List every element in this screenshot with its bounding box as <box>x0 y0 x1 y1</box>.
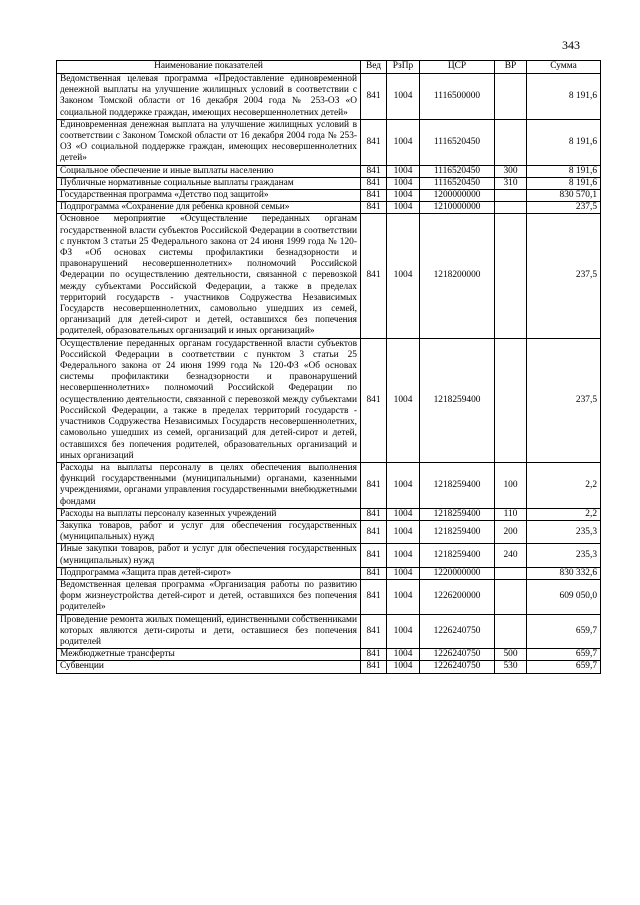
budget-table <box>56 60 601 674</box>
cell-csr: 1200000000 <box>420 190 495 202</box>
header-rzpr: РзПр <box>387 61 420 74</box>
cell-csr: 1226240750 <box>420 614 495 649</box>
table-header-row <box>57 61 601 74</box>
header-sum: Сумма <box>527 61 601 74</box>
cell-name: Закупка товаров, работ и услуг для обеспечения государственных (муниципальных) нужд <box>57 520 361 543</box>
table-row <box>57 202 601 214</box>
cell-sum: 8 191,6 <box>527 177 601 189</box>
cell-csr: 1218259400 <box>420 338 495 462</box>
cell-sum: 8 191,6 <box>527 119 601 165</box>
cell-name: Проведение ремонта жилых помещений, единственными собственниками которых являются дети-сироты и дети, оставшиеся без попечения родителей <box>57 614 361 649</box>
table-row <box>57 508 601 520</box>
cell-sum: 659,7 <box>527 649 601 661</box>
cell-ved: 841 <box>361 567 387 579</box>
cell-rzpr: 1004 <box>387 214 420 338</box>
cell-sum: 8 191,6 <box>527 74 601 120</box>
cell-ved: 841 <box>361 649 387 661</box>
cell-rzpr: 1004 <box>387 661 420 673</box>
cell-vr: 240 <box>495 544 527 567</box>
cell-csr: 1218200000 <box>420 214 495 338</box>
cell-sum: 2,2 <box>527 462 601 508</box>
cell-rzpr: 1004 <box>387 177 420 189</box>
cell-name: Иные закупки товаров, работ и услуг для обеспечения государственных (муниципальных) нужд <box>57 544 361 567</box>
cell-vr: 300 <box>495 165 527 177</box>
cell-vr <box>495 567 527 579</box>
table-row <box>57 544 601 567</box>
cell-rzpr: 1004 <box>387 614 420 649</box>
cell-name: Субвенции <box>57 661 361 673</box>
cell-sum: 235,3 <box>527 544 601 567</box>
table-row <box>57 649 601 661</box>
cell-sum: 609 050,0 <box>527 579 601 614</box>
cell-rzpr: 1004 <box>387 520 420 543</box>
cell-name: Ведомственная целевая программа «Предоставление единовременной денежной выплаты на улучшение жилищных условий в соответствии с Законом Томской области от 16 декабря 2004 года № 253-ОЗ «О социальной поддержке граждан, имеющих несовершеннолетних детей» <box>57 74 361 120</box>
cell-vr: 500 <box>495 649 527 661</box>
cell-name: Расходы на выплаты персоналу в целях обеспечения выполнения функций государственными (муниципальными) органами, казенными учреждениями, органами управления государственными внебюджетными фондами <box>57 462 361 508</box>
table-row <box>57 214 601 338</box>
header-vr: ВР <box>495 61 527 74</box>
cell-name: Единовременная денежная выплата на улучшение жилищных условий в соответствии с Законом Томской области от 16 декабря 2004 года № 253-ОЗ «О социальной поддержке граждан, имеющих несовершеннолетних детей» <box>57 119 361 165</box>
cell-vr <box>495 202 527 214</box>
cell-rzpr: 1004 <box>387 649 420 661</box>
cell-name: Межбюджетные трансферты <box>57 649 361 661</box>
cell-vr <box>495 190 527 202</box>
cell-vr: 200 <box>495 520 527 543</box>
table-row <box>57 74 601 120</box>
cell-vr: 100 <box>495 462 527 508</box>
cell-ved: 841 <box>361 579 387 614</box>
cell-vr <box>495 338 527 462</box>
cell-csr: 1116520450 <box>420 119 495 165</box>
cell-vr <box>495 579 527 614</box>
table-row <box>57 614 601 649</box>
cell-sum: 237,5 <box>527 202 601 214</box>
cell-rzpr: 1004 <box>387 567 420 579</box>
table-row <box>57 338 601 462</box>
cell-name: Социальное обеспечение и иные выплаты населению <box>57 165 361 177</box>
table-row <box>57 119 601 165</box>
cell-name: Расходы на выплаты персоналу казенных учреждений <box>57 508 361 520</box>
cell-name: Основное мероприятие «Осуществление переданных органам государственной власти субъектов Российской Федерации в соответствии с пунктом 3 статьи 25 Федерального закона от 24 июня 1999 года № 120-ФЗ «Об основах системы профилактики безнадзорности и правонарушений несовершеннолетних» полномочий Российской Федерации по осуществлению деятельности, связанной с перевозкой между субъектами Российской Федерации, а также в пределах территорий государств - участников Содружества Независимых Государств несовершеннолетних, самовольно ушедших из семей, организаций для детей-сирот и детей, оставшихся без попечения родителей, образовательных организаций и иных организаций» <box>57 214 361 338</box>
cell-vr <box>495 74 527 120</box>
cell-name: Подпрограмма «Защита прав детей-сирот» <box>57 567 361 579</box>
cell-ved: 841 <box>361 614 387 649</box>
cell-rzpr: 1004 <box>387 190 420 202</box>
cell-sum: 659,7 <box>527 614 601 649</box>
cell-vr: 310 <box>495 177 527 189</box>
cell-csr: 1218259400 <box>420 544 495 567</box>
table-row <box>57 165 601 177</box>
cell-vr: 110 <box>495 508 527 520</box>
header-ved: Вед <box>361 61 387 74</box>
cell-rzpr: 1004 <box>387 544 420 567</box>
table-row <box>57 190 601 202</box>
cell-rzpr: 1004 <box>387 338 420 462</box>
cell-csr: 1116520450 <box>420 177 495 189</box>
cell-ved: 841 <box>361 544 387 567</box>
cell-csr: 1226240750 <box>420 649 495 661</box>
cell-ved: 841 <box>361 462 387 508</box>
cell-sum: 2,2 <box>527 508 601 520</box>
cell-rzpr: 1004 <box>387 508 420 520</box>
cell-csr: 1116520450 <box>420 165 495 177</box>
cell-ved: 841 <box>361 661 387 673</box>
cell-ved: 841 <box>361 119 387 165</box>
cell-csr: 1210000000 <box>420 202 495 214</box>
cell-csr: 1218259400 <box>420 520 495 543</box>
cell-rzpr: 1004 <box>387 202 420 214</box>
cell-ved: 841 <box>361 520 387 543</box>
cell-csr: 1218259400 <box>420 508 495 520</box>
cell-ved: 841 <box>361 190 387 202</box>
cell-rzpr: 1004 <box>387 579 420 614</box>
cell-ved: 841 <box>361 338 387 462</box>
cell-ved: 841 <box>361 214 387 338</box>
cell-sum: 237,5 <box>527 214 601 338</box>
cell-name: Государственная программа «Детство под защитой» <box>57 190 361 202</box>
table-row <box>57 567 601 579</box>
table-row <box>57 661 601 673</box>
cell-sum: 830 332,6 <box>527 567 601 579</box>
cell-name: Публичные нормативные социальные выплаты гражданам <box>57 177 361 189</box>
cell-ved: 841 <box>361 74 387 120</box>
header-csr: ЦСР <box>420 61 495 74</box>
cell-sum: 235,3 <box>527 520 601 543</box>
cell-vr <box>495 214 527 338</box>
table-row <box>57 462 601 508</box>
table-row <box>57 177 601 189</box>
cell-csr: 1226240750 <box>420 661 495 673</box>
cell-name: Подпрограмма «Сохранение для ребенка кровной семьи» <box>57 202 361 214</box>
cell-ved: 841 <box>361 177 387 189</box>
table-row <box>57 579 601 614</box>
cell-sum: 237,5 <box>527 338 601 462</box>
cell-csr: 1220000000 <box>420 567 495 579</box>
cell-name: Осуществление переданных органам государственной власти субъектов Российской Федерации в соответствии с пунктом 3 статьи 25 Федерального закона от 24 июня 1999 года № 120-ФЗ «Об основах системы профилактики безнадзорности и правонарушений несовершеннолетних» полномочий Российской Федерации по осуществлению деятельности, связанной с перевозкой между субъектами Российской Федерации, а также в пределах территорий государств - участников Содружества Независимых Государств несовершеннолетних, самовольно ушедших из семей, организаций для детей-сирот и детей, оставшихся без попечения родителей, образовательных организаций и иных организаций <box>57 338 361 462</box>
cell-rzpr: 1004 <box>387 74 420 120</box>
cell-ved: 841 <box>361 508 387 520</box>
page-number: 343 <box>562 38 580 52</box>
cell-vr: 530 <box>495 661 527 673</box>
cell-name: Ведомственная целевая программа «Организация работы по развитию форм жизнеустройства детей-сирот и детей, оставшихся без попечения родителей» <box>57 579 361 614</box>
cell-csr: 1218259400 <box>420 462 495 508</box>
cell-csr: 1116500000 <box>420 74 495 120</box>
cell-rzpr: 1004 <box>387 462 420 508</box>
table-row <box>57 520 601 543</box>
cell-rzpr: 1004 <box>387 119 420 165</box>
cell-ved: 841 <box>361 165 387 177</box>
cell-sum: 659,7 <box>527 661 601 673</box>
cell-ved: 841 <box>361 202 387 214</box>
cell-sum: 8 191,6 <box>527 165 601 177</box>
cell-rzpr: 1004 <box>387 165 420 177</box>
cell-vr <box>495 614 527 649</box>
header-name: Наименование показателей <box>57 61 361 74</box>
cell-sum: 830 570,1 <box>527 190 601 202</box>
cell-vr <box>495 119 527 165</box>
cell-csr: 1226200000 <box>420 579 495 614</box>
